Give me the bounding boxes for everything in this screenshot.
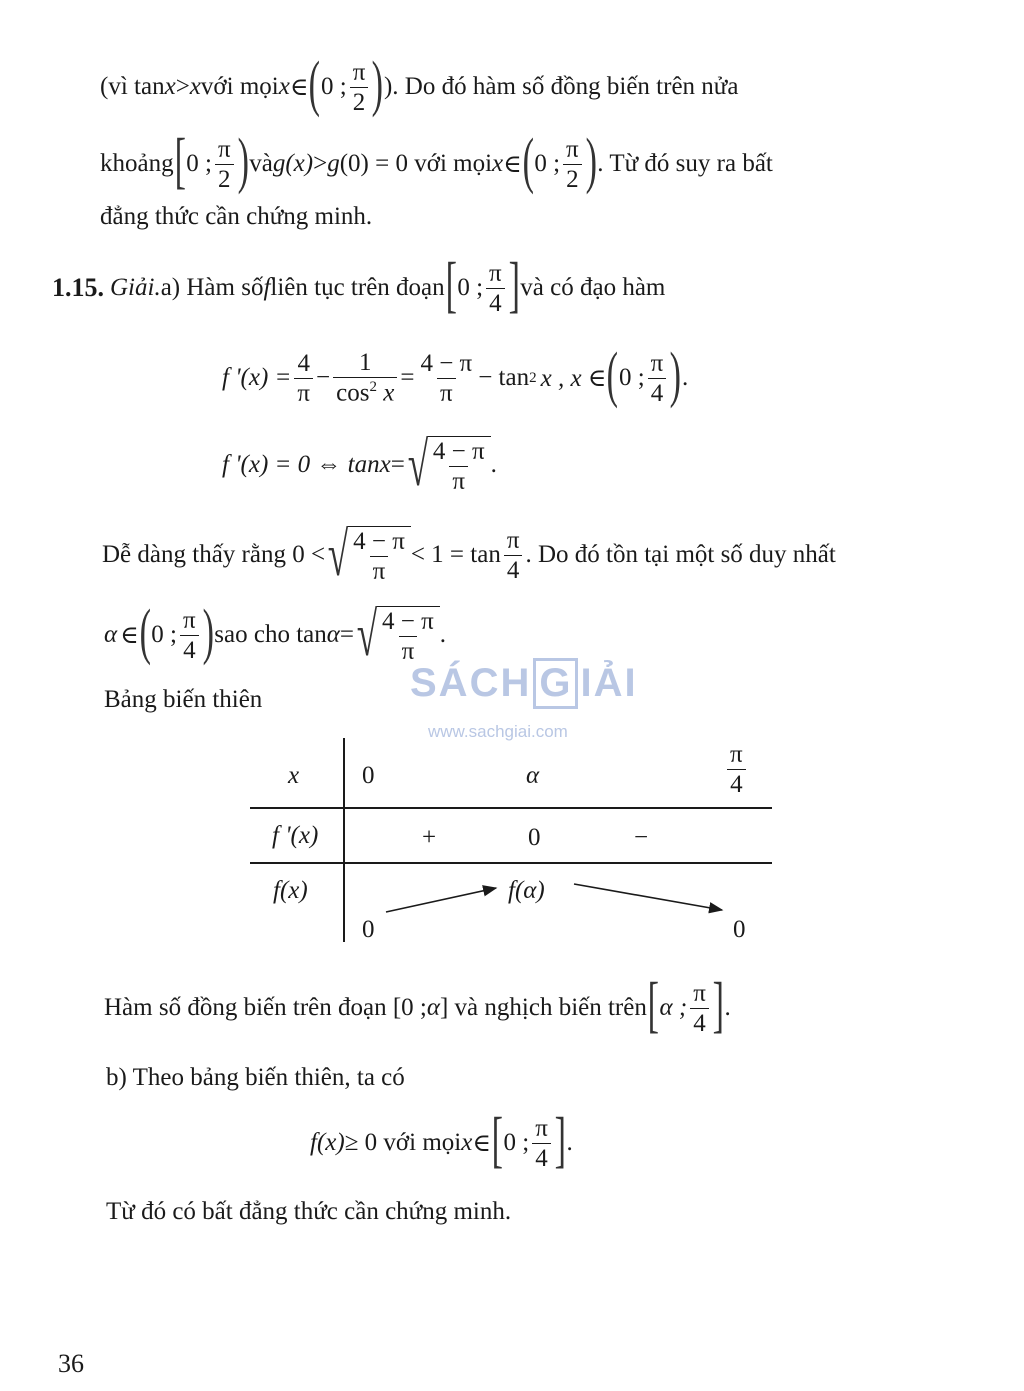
problem-heading: 1.15. Giải. a) Hàm số f liên tục trên đoạn [ 0 ; $\frac{\pi}{4}$ ] và có đạo hàm [52, 251, 666, 319]
close-bracket: ] [554, 1106, 566, 1174]
open-paren: ( [308, 50, 321, 118]
fraction-pi-over-4: $\frac{\pi}{4}$ [486, 261, 505, 316]
page-number: 36 [58, 1349, 84, 1378]
fraction-pi-over-4: $\frac{\pi}{4}$ [504, 528, 523, 583]
fprime-sign-plus: + [422, 824, 437, 851]
fraction-4-over-pi: $\frac{4}{\pi}$ [294, 351, 313, 406]
open-bracket: [ [647, 971, 659, 1039]
text-conclusion: Hàm số đồng biến trên đoạn [0 ; α ] và nghịch biến trên [ α ; $\frac{\pi}{4}$ ] . [104, 971, 731, 1039]
open-paren: ( [606, 341, 619, 409]
fraction-pi-over-2: $\frac{\pi}{2}$ [215, 137, 234, 192]
problem-number: 1.15. [52, 273, 104, 302]
close-paren: ) [237, 127, 249, 195]
open-bracket: [ [445, 251, 457, 319]
f-value-end: 0 [733, 916, 746, 943]
close-paren: ) [585, 127, 597, 195]
f-value-max: f(α) [508, 877, 545, 904]
solve-label: Giải. [110, 274, 161, 301]
critical-point-equation: f '(x) = 0 ⇔ tan x = √ $\frac{4 - \pi}{\pi}$ . [222, 431, 497, 499]
row-label-fprime: f '(x) [272, 822, 319, 849]
x-value-0: 0 [362, 762, 375, 789]
derivative-equation: f '(x) = $\frac{4}{\pi}$ − $\frac{1}{\cos^2 x}$ = $\frac{4 - \pi}{\pi}$ − tan 2 x , x ∈ ( 0 ; $\frac{\pi}{4}$ ) . [222, 341, 689, 409]
row-label-x: x [288, 762, 300, 789]
fraction-pi-over-4: $\frac{\pi}{4}$ [180, 608, 199, 663]
close-bracket: ] [508, 251, 520, 319]
x-value-alpha: α [526, 762, 540, 789]
square-root: √ $\frac{4 - \pi}{\pi}$ [405, 434, 491, 496]
inequality-equation: f(x) ≥ 0 với mọi x ∈ [ 0 ; $\frac{\pi}{4}$ ] . [310, 1106, 573, 1174]
fraction-pi-over-4: $\frac{\pi}{4}$ [648, 351, 667, 406]
fraction-1-over-cos2x: $\frac{1}{\cos^2 x}$ [333, 350, 397, 405]
text-easy-see: Dễ dàng thấy rằng 0 < √ $\frac{4 - \pi}{\pi}$ < 1 = tan $\frac{\pi}{4}$ . Do đó tồn tại một số duy nhất [102, 521, 836, 589]
row-label-f: f(x) [273, 877, 308, 904]
watermark-url: www.sachgiai.com [428, 722, 568, 741]
text-line-3: đẳng thức cần chứng minh. [100, 203, 373, 230]
text-part-b: b) Theo bảng biến thiên, ta có [106, 1064, 405, 1091]
open-paren: ( [522, 127, 534, 195]
close-paren: ) [371, 50, 384, 118]
fraction-4-minus-pi-over-pi: $\frac{4 - \pi}{\pi}$ [420, 349, 473, 407]
fraction-pi-over-2: $\frac{\pi}{2}$ [350, 60, 369, 115]
square-root: √ $\frac{4 - \pi}{\pi}$ [325, 524, 411, 586]
watermark-logo: SÁCH G IẢI [410, 658, 638, 709]
table-title: Bảng biến thiên [104, 686, 263, 713]
fraction-pi-over-4: $\frac{\pi}{4}$ [690, 981, 709, 1036]
f-value-start: 0 [362, 916, 375, 943]
open-paren: ( [139, 598, 151, 666]
text-final: Từ đó có bất đẳng thức cần chứng minh. [106, 1198, 512, 1225]
fraction-pi-over-4: $\frac{\pi}{4}$ [532, 1116, 551, 1171]
text-alpha-def: α ∈ ( 0 ; $\frac{\pi}{4}$ ) sao cho tan α = √ $\frac{4 - \pi}{\pi}$ . [104, 598, 446, 669]
open-bracket: [ [491, 1106, 503, 1174]
text-line-2: khoảng [ 0 ; $\frac{\pi}{2}$ ) và g(x) > g (0) = 0 với mọi x ∈ ( 0 ; $\frac{\pi}{2}$ ) . Từ đó suy ra bất [100, 127, 773, 195]
fprime-zero: 0 [528, 824, 541, 851]
square-root: √ $\frac{4 - \pi}{\pi}$ [354, 604, 440, 666]
text-segment: (vì tan [100, 73, 165, 100]
close-paren: ) [202, 598, 214, 666]
text-line-1: (vì tan x > x với mọi x ∈ ( 0 ; $\frac{\pi}{2}$ ) ). Do đó hàm số đồng biến trên nửa [100, 50, 739, 118]
fprime-sign-minus: − [634, 824, 649, 851]
close-paren: ) [669, 341, 682, 409]
close-bracket: ] [712, 971, 724, 1039]
open-bracket: [ [174, 127, 186, 195]
fraction-pi-over-2: $\frac{\pi}{2}$ [563, 137, 582, 192]
x-value-pi-over-4: $\frac{\pi}{4}$ [727, 742, 746, 797]
